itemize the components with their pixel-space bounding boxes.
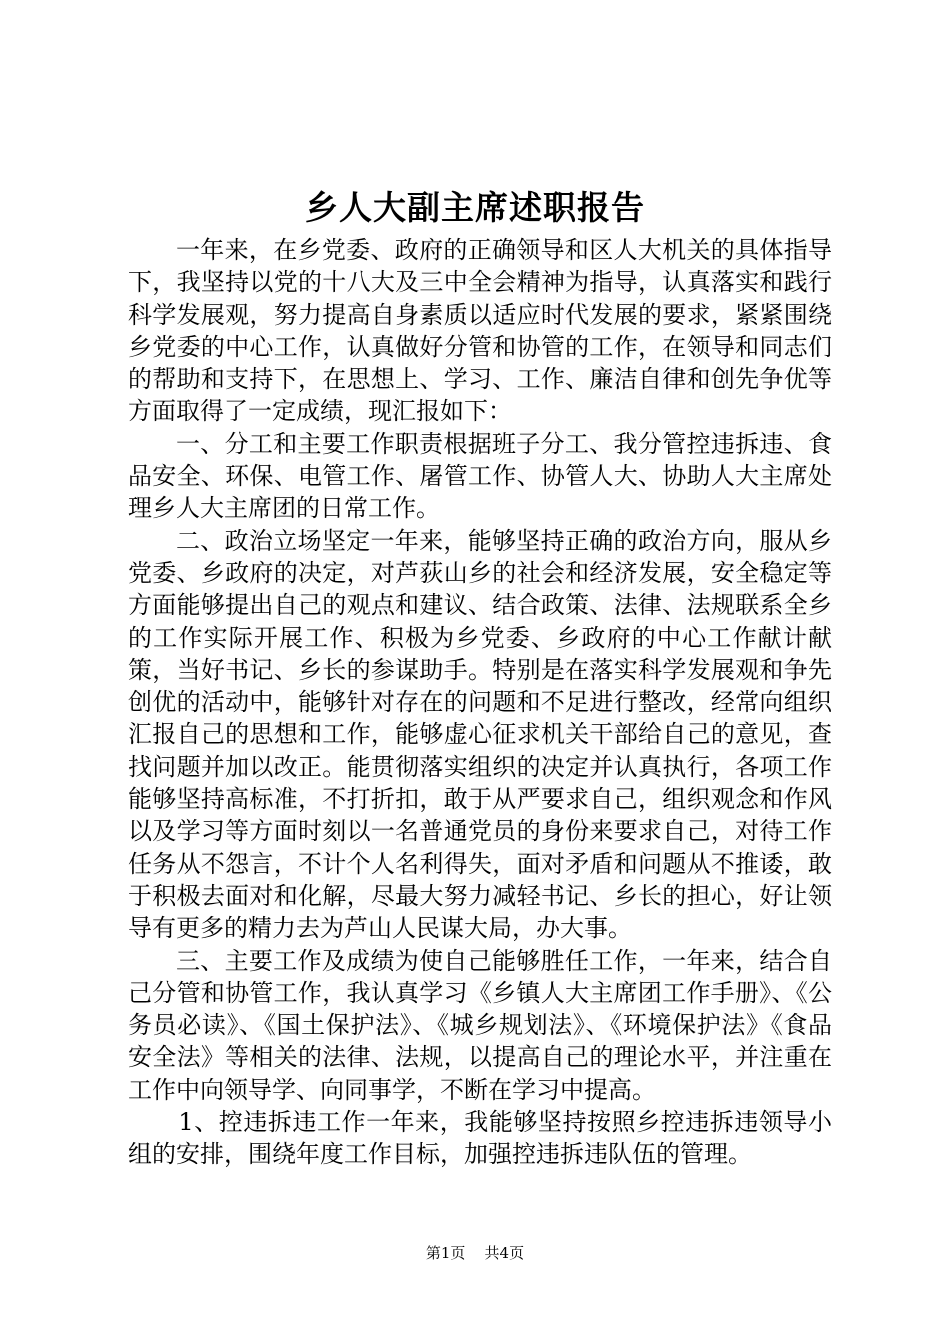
page-number: 第1页: [425, 1244, 466, 1262]
document-title: 乡人大副主席述职报告: [305, 188, 645, 227]
document-body: [128, 234, 832, 1171]
paragraph-section-1: 一、分工和主要工作职责根据班子分工、我分管控违拆违、食品安全、环保、电管工作、屠管工作、协管人大、协助人大主席处理乡人大主席团的日常工作。: [128, 429, 832, 523]
paragraph-item-1: 1、控违拆违工作一年来，我能够坚持按照乡控违拆违领导小组的安排，围绕年度工作目标，加强控违拆违队伍的管理。: [128, 1108, 832, 1169]
paragraph-section-3: 三、主要工作及成绩为使自己能够胜任工作，一年来，结合自己分管和协管工作，我认真学习《乡镇人大主席团工作手册》、《公务员必读》、《国土保护法》、《城乡规划法》、《环境保护法》《食品安全法》等相关的法律、法规，以提高自己的理论水平，并注重在工作中向领导学、向同事学，不断在学习中提高。: [128, 946, 832, 1104]
page-total: 共4页: [484, 1244, 525, 1262]
page-footer: [0, 1243, 950, 1263]
paragraph-section-2: 二、政治立场坚定一年来，能够坚持正确的政治方向，服从乡党委、乡政府的决定，对芦荻山乡的社会和经济发展，安全稳定等方面能够提出自己的观点和建议、结合政策、法律、法规联系全乡的工作实际开展工作、积极为乡党委、乡政府的中心工作献计献策，当好书记、乡长的参谋助手。特别是在落实科学发展观和争先创优的活动中，能够针对存在的问题和不足进行整改，经常向组织汇报自己的思想和工作，能够虚心征求机关干部给自己的意见，查找问题并加以改正。能贯彻落实组织的决定并认真执行，各项工作能够坚持高标准，不打折扣，敢于从严要求自己，组织观念和作风以及学习等方面时刻以一名普通党员的身份来要求自己，对待工作任务从不怨言，不计个人名利得失，面对矛盾和问题从不推诿，敢于积极去面对和化解，尽最大努力减轻书记、乡长的担心，好让领导有更多的精力去为芦山人民谋大局，办大事。: [128, 526, 832, 943]
page-separator: [470, 1244, 480, 1262]
paragraph-intro: 一年来，在乡党委、政府的正确领导和区人大机关的具体指导下，我坚持以党的十八大及三中全会精神为指导，认真落实和践行科学发展观，努力提高自身素质以适应时代发展的要求，紧紧围绕乡党委的中心工作，认真做好分管和协管的工作，在领导和同志们的帮助和支持下，在思想上、学习、工作、廉洁自律和创先争优等方面取得了一定成绩，现汇报如下：: [128, 236, 832, 426]
